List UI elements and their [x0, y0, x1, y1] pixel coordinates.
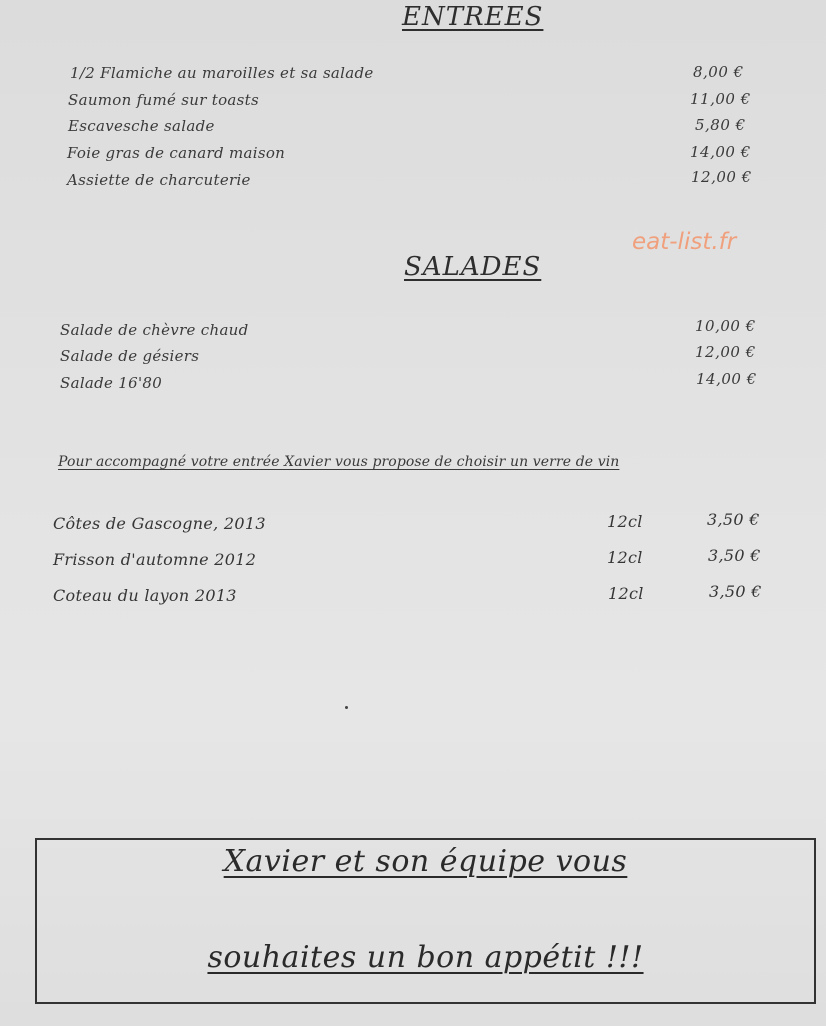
salade-item-price: 14,00 €	[696, 370, 757, 388]
closing-line-1: Xavier et son équipe vous	[223, 844, 628, 879]
salade-item-price: 12,00 €	[695, 343, 756, 361]
salades-heading: SALADES	[404, 252, 542, 282]
wine-item-price: 3,50 €	[709, 582, 762, 601]
wine-item-price: 3,50 €	[707, 510, 760, 529]
entree-item-price: 12,00 €	[691, 168, 752, 186]
entree-item-name: Assiette de charcuterie	[67, 171, 251, 189]
closing-line-2: souhaites un bon appétit !!!	[207, 940, 644, 975]
entree-item-price: 5,80 €	[695, 116, 746, 134]
entree-item-name: Escavesche salade	[68, 117, 215, 135]
entree-item-price: 8,00 €	[693, 63, 744, 81]
wine-item-name: Frisson d'automne 2012	[53, 550, 257, 569]
wine-suggestion-note: Pour accompagné votre entrée Xavier vous propose de choisir un verre de vin	[58, 454, 620, 470]
wine-item-volume: 12cl	[607, 512, 643, 531]
wine-item-volume: 12cl	[607, 548, 643, 567]
closing-message-box	[35, 838, 816, 1004]
entree-item-price: 11,00 €	[690, 90, 751, 108]
entrees-heading: ENTREES	[402, 2, 544, 32]
salade-item-name: Salade 16'80	[60, 374, 163, 392]
wine-item-name: Coteau du layon 2013	[53, 586, 237, 605]
entree-item-name: Saumon fumé sur toasts	[68, 91, 259, 109]
entree-item-price: 14,00 €	[690, 143, 751, 161]
wine-item-name: Côtes de Gascogne, 2013	[53, 514, 266, 533]
salade-item-name: Salade de gésiers	[60, 347, 200, 365]
salade-item-price: 10,00 €	[695, 317, 756, 335]
wine-item-price: 3,50 €	[708, 546, 761, 565]
entree-item-name: Foie gras de canard maison	[67, 144, 286, 162]
wine-item-volume: 12cl	[608, 584, 644, 603]
watermark-logo: eat-list.fr	[632, 229, 737, 255]
stray-dot	[345, 706, 348, 709]
salade-item-name: Salade de chèvre chaud	[60, 321, 249, 339]
entree-item-name: 1/2 Flamiche au maroilles et sa salade	[70, 64, 374, 82]
